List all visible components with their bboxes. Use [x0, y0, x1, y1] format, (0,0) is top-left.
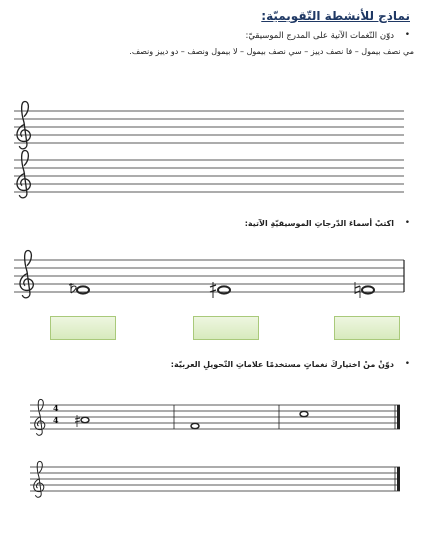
staff-example	[30, 399, 400, 435]
exercise-3-prompt: دوّنْ منْ اختياركَ نغماتٍ مستخدمًا علاماتِ التّحويلِ العربيّة:	[170, 360, 394, 369]
page-title: نماذج للأنشطة التّقويميّة:	[261, 9, 410, 23]
staff-empty[interactable]	[30, 461, 400, 497]
bullet: •	[404, 30, 410, 40]
note-whole-high	[300, 411, 308, 416]
bullet: •	[404, 218, 410, 228]
exercise-1-notes-list: مي نصف بيمول – فا نصف دييز – سي نصف بيمول – لا بيمول ونصف – دو دييز ونصف.	[129, 47, 414, 56]
staff-notes	[14, 251, 404, 299]
exercise-2-prompt: اكتبْ أسماءَ الدّرجاتِ الموسيقيّةِ الآتية:	[244, 219, 394, 228]
treble-clef-icon	[17, 102, 30, 149]
time-signature-top: 4	[53, 403, 59, 413]
answer-box-2[interactable]	[193, 316, 259, 340]
answer-box-3[interactable]	[334, 316, 400, 340]
exercise-1-prompt: دوّن النّغمات الآتية على المدرج الموسيقيّ:	[245, 31, 394, 41]
time-signature-bottom: 4	[53, 415, 59, 425]
staff-1[interactable]	[14, 102, 404, 149]
bullet: •	[404, 359, 410, 369]
treble-clef-icon	[17, 151, 30, 198]
treble-clef-icon	[20, 251, 33, 298]
staff-2[interactable]	[14, 151, 404, 198]
note-whole-low	[191, 423, 199, 428]
answer-box-1[interactable]	[50, 316, 116, 340]
